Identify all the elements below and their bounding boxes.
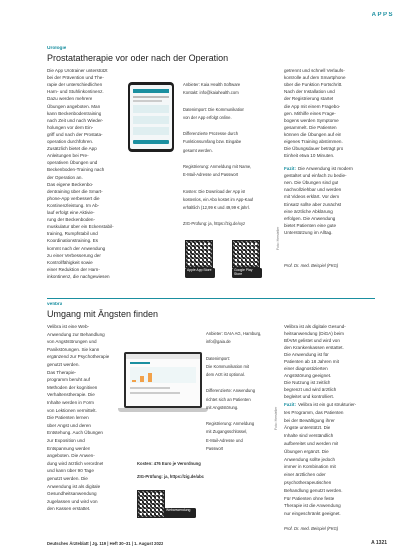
article1-qr-ios[interactable]: [185, 240, 213, 268]
text-line: einer ärztlichen oder: [284, 472, 326, 478]
text-line: Panikstörungen. Sie kann: [47, 346, 100, 352]
article1-qr-android[interactable]: [232, 240, 260, 268]
text-line: kommt nach der Anwendung: [47, 245, 106, 251]
text-line: dem Arzt ist optional.: [206, 372, 245, 377]
text-line: bei der Prävention und The-: [47, 75, 104, 81]
text-line: richtet sich an Patienten: [206, 396, 251, 402]
text-line: über die Funktion Fortschritt.: [284, 82, 343, 88]
text-line: operation durchführen.: [47, 139, 94, 144]
text-line: operativen Übungen und: [47, 160, 98, 166]
android-badge-label: Google Play Store: [234, 268, 253, 276]
laptop-base: [118, 408, 208, 412]
text-line: mit Videos erklärt. Vor dem: [284, 194, 340, 200]
article2-fazit-label: Fazit:: [284, 402, 296, 407]
text-line: nur eingeschränkt geeignet.: [284, 511, 341, 517]
text-line: ZIG-Prüfung: ja, https://zig.de/xyz: [183, 221, 246, 227]
text-line: Methoden der kognitiven: [47, 384, 98, 390]
text-line: Kosten: Die Download der App ist: [183, 188, 246, 194]
text-line: über Angst und deren: [47, 422, 91, 428]
text-line: Entspannung werden: [47, 445, 91, 451]
text-line: die App mit einem Fragebo-: [284, 103, 341, 109]
text-line: gesammelt. Die Patienten: [284, 124, 337, 130]
text-line: BfArM gelistet und wird von: [284, 338, 340, 343]
text-line: bogens werden Symptome: [284, 117, 339, 123]
text-line: einer Reduktion der Harn-: [47, 266, 100, 272]
article1-title: Prostatatherapie vor oder nach der Operation: [47, 53, 229, 63]
text-line: Gesundheitsanwendung: [47, 491, 97, 497]
text-line: Die Anwendung ist für: [284, 352, 329, 357]
text-line: der Operation an.: [47, 174, 83, 180]
text-line: Die Nutzung ist zeitlich: [284, 380, 331, 385]
text-line: Kontinenzleistung. Im Ab-: [47, 202, 100, 208]
text-line: zur Exposition und: [47, 438, 85, 443]
text-line: und kann über 90 Tage: [47, 468, 94, 474]
text-line: rung der Beckenboden-: [47, 217, 96, 223]
text-line: Behandlung genutzt werden.: [284, 487, 343, 493]
text-line: zugelassen und wird von: [47, 498, 98, 504]
text-line: Anleitungen bei Pre-: [47, 153, 89, 159]
text-line: eine ärztliche Abklärung: [284, 208, 333, 214]
text-line: holungen vor dem Ein-: [47, 124, 94, 130]
ios-badge-label: Apple App Store: [187, 268, 212, 272]
text-line: Die Übungsdauer beträgt pro: [284, 146, 344, 152]
text-line: Anbieter: GAIA AG, Hamburg,: [206, 331, 262, 336]
text-line: lauf erfolgt eine Aktivie-: [47, 210, 95, 215]
text-line: Anwendung ist als digitale: [47, 483, 101, 489]
text-line: Harn- und Stuhlinkontinenz.: [47, 89, 104, 95]
text-line: Registrierung: Anmeldung: [206, 421, 255, 427]
article2-cost: Kosten: 476 Euro je Verordnung: [137, 461, 201, 466]
article1-android-badge[interactable]: [232, 268, 262, 278]
text-line: der Registrierung startet: [284, 96, 334, 102]
text-line: begrenzt und wird ärztlich: [284, 387, 337, 392]
text-line: Nach der Installation und: [284, 89, 335, 95]
text-line: genutzt werden. Die: [47, 476, 88, 481]
text-line: Entstehung. Auch Übungen: [47, 430, 103, 436]
text-line: Für Patienten ohne feste: [284, 495, 335, 501]
article-divider: [47, 298, 375, 299]
text-line: kontrolle auf dem Smartphone: [284, 75, 346, 81]
text-line: bietet Patienten eine gute: [284, 222, 337, 228]
text-line: Einsatz sollte aber zunächst: [284, 201, 342, 207]
text-line: Verhaltenstherapie. Die: [47, 392, 95, 398]
text-line: muskulatur über ein Eckenstabil-: [47, 224, 114, 230]
text-line: Inhalte werden in Form: [47, 400, 94, 405]
text-line: Anbieter: Kaia Health Software: [183, 82, 241, 87]
article2-image-credit: Foto: Hersteller: [274, 406, 278, 430]
text-line: erhältlich (12,99 € und 49,99 € jährl.: [183, 205, 250, 210]
footer-page-number: A 1321: [371, 540, 387, 546]
text-line: von Lektionen vermittelt.: [47, 407, 97, 413]
text-line: Die Kommunikation mit: [206, 363, 250, 369]
text-line: Dazu werden mehrere: [47, 96, 93, 102]
article2-kicker: velibra: [47, 302, 63, 307]
text-line: den Kassen erstattet.: [47, 506, 91, 512]
text-line: von der App erfolgt online.: [183, 114, 232, 120]
article1-author: Prof. Dr. med. Beispiel (FKG): [284, 263, 339, 268]
text-line: gesamt werden.: [183, 147, 213, 153]
text-line: dung wird ärztlich verordnet: [47, 460, 104, 466]
text-line: mit Angststörung.: [206, 404, 239, 410]
article2-title: Umgang mit Ängsten finden: [47, 309, 159, 319]
text-line: kostenlos, ein Abo kostet im App-Kauf: [183, 196, 254, 202]
text-line: aufbereitet und werden mit: [284, 441, 339, 446]
text-line: den Krankenkassen erstattet.: [284, 345, 344, 350]
web-badge-label: Webanwendung: [166, 508, 191, 512]
text-line: Das eigene Beckenbo-: [47, 181, 94, 187]
text-line: info@gaia.de: [206, 339, 231, 345]
text-line: dentraining über die Smart-: [47, 188, 103, 194]
article1-kicker: Urologie: [47, 46, 67, 51]
text-line: ergänzend zur Psychotherapie: [47, 354, 110, 360]
text-line: begleitet und kontrolliert.: [284, 394, 335, 399]
text-line: Die App Urotrainer unterstützt: [47, 68, 108, 73]
text-line: eigenes Training abstimmen.: [284, 139, 343, 144]
text-line: Differenzierte: Anwendung: [206, 388, 256, 394]
text-line: einer diagnostizierten: [284, 366, 328, 371]
text-line: nach Zeit und nach Wieder-: [47, 117, 104, 123]
text-line: rapie der unterschiedlichen: [47, 82, 103, 88]
text-line: phone-App verbessert die: [47, 195, 100, 201]
text-line: Anwendung zur Behandlung: [47, 331, 105, 337]
text-line: nachvollziehbar und werden: [284, 187, 342, 193]
text-line: heitsanwendung (DiGA) beim: [284, 331, 345, 336]
article1-image-credit: Foto: Hersteller: [276, 226, 280, 250]
article1-fazit-label: Fazit:: [284, 166, 296, 171]
text-line: Kontrollfähigkeit sowie: [47, 259, 93, 265]
text-line: angeboten. Die Anwen-: [47, 453, 95, 459]
text-line: Registrierung: Anmeldung mit Name,: [183, 164, 252, 169]
text-line: kann Beckenbodentraining: [47, 110, 102, 116]
text-line: gestaltet und einfach zu bedie-: [284, 173, 347, 179]
text-line: griff und nach der Prostata-: [47, 131, 103, 137]
text-line: Datenimport:: [206, 355, 230, 361]
text-line: training, Rumpfstabil und: [47, 231, 98, 237]
text-line: erfolgen. Die Anwendung: [284, 215, 336, 221]
text-line: E-Mail-Adresse und: [206, 437, 243, 443]
text-line: Kontakt: info@kaiahealth.com: [183, 90, 239, 96]
text-line: Übungen ergänzt. Die: [284, 448, 329, 454]
text-line: Velibra ist eine Web-: [47, 324, 90, 329]
article2-qr-web[interactable]: [137, 490, 165, 518]
text-line: genutzt werden.: [47, 362, 80, 367]
text-line: Übungen angeboten. Man: [47, 103, 101, 109]
text-line: Velibra ist ein gut strukturier-: [298, 402, 357, 407]
text-line: Angststörung geeignet.: [284, 373, 332, 378]
article1-ios-badge[interactable]: [185, 268, 215, 278]
text-line: Unterstützung im Alltag.: [284, 229, 333, 235]
text-line: von Angststörungen und: [47, 339, 97, 345]
section-tag: APPS: [371, 12, 394, 18]
article2-app-screenshot: [124, 352, 202, 408]
text-line: zu einer Verbesserung der: [47, 252, 101, 258]
text-line: gen. Mithilfe eines Frage-: [284, 110, 336, 116]
text-line: nen. Die Übungen sind gut: [284, 180, 339, 186]
article2-zig: ZIG-Prüfung: ja, https://zig.de/abc: [137, 474, 204, 479]
text-line: programm beruht auf: [47, 377, 90, 383]
text-line: Anwendung sollte jedoch: [284, 456, 336, 462]
text-line: Therapie ist die Anwendung: [284, 503, 341, 509]
article1-app-screenshot: [128, 82, 174, 152]
article2-web-badge[interactable]: [164, 508, 196, 518]
text-line: Ängste unterstützt. Die: [284, 425, 331, 431]
text-line: immer in Kombination mit: [284, 464, 336, 470]
text-line: Datenimport: Die Kommunikation: [183, 106, 245, 112]
text-line: Zusätzlich bietet die App: [47, 146, 97, 152]
text-line: Beckenboden-Training nach: [47, 167, 105, 173]
text-line: getrennt und schnell Verlaufs-: [284, 68, 345, 73]
text-line: Passwort: [206, 445, 224, 451]
footer-publication: Deutsches Ärzteblatt | Jg. 119 | Heft 30–31 | 1. August 2022: [47, 541, 164, 546]
text-line: psychotherapeutischen: [284, 480, 332, 485]
text-line: E-Mail-Adresse und Passwort: [183, 172, 239, 178]
text-line: können die Übungen auf ein: [284, 131, 342, 137]
text-line: Velibra ist als digitale Gesund-: [284, 324, 346, 329]
text-line: Die Patienten lernen: [47, 415, 89, 421]
text-line: Funktionsumfang bzw. Eingabe: [183, 139, 242, 145]
text-line: inkontinenz, die nachgewiesen: [47, 273, 110, 279]
text-line: Inhalte sind verständlich: [284, 433, 334, 439]
text-line: bei der Bewältigung ihrer: [284, 417, 335, 423]
text-line: Patienten ab 18 Jahren mit: [284, 359, 339, 364]
text-line: mit Zugangsschlüssel,: [206, 429, 248, 435]
text-line: tes Programm, das Patienten: [284, 409, 344, 415]
text-line: Koordinationstraining. Es: [47, 238, 99, 244]
article2-author: Prof. Dr. med. Beispiel (FKG): [284, 526, 339, 531]
text-line: Differenzierte Prozesse durch: [183, 131, 239, 137]
text-line: Das Therapie-: [47, 369, 77, 375]
text-line: Einheit etwa 10 Minuten.: [284, 153, 335, 159]
text-line: Die Anwendung ist modern: [298, 166, 353, 171]
